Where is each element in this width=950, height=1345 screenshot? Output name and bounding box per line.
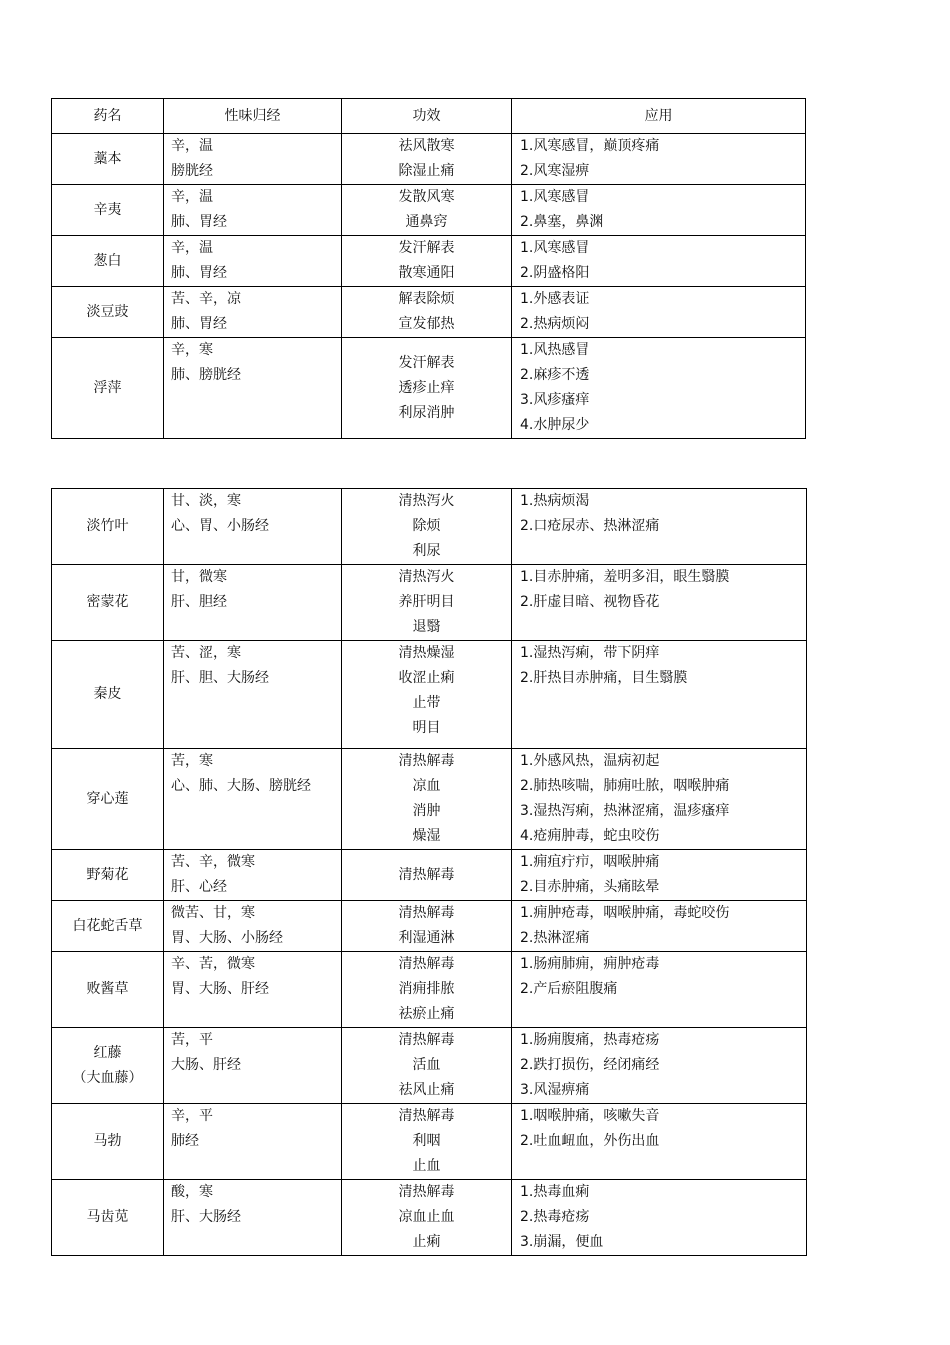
herb-effect <box>342 489 512 565</box>
herb-application <box>512 185 806 236</box>
herb-application <box>512 489 807 565</box>
herb-effect <box>342 952 512 1028</box>
column-header: 功效 <box>342 99 512 134</box>
herb-property-line: 肺、胃经 <box>171 214 227 230</box>
herb-effect <box>342 901 512 952</box>
herb-effect-line: 凉血止血 <box>398 1209 455 1225</box>
herb-effect <box>342 749 512 850</box>
column-header: 性味归经 <box>164 99 342 134</box>
herb-effect-line: 收涩止痢 <box>398 670 455 686</box>
herb-application-line: 1.风寒感冒 <box>520 240 590 256</box>
herb-application <box>512 901 807 952</box>
herb-application-line: 2.热毒疮疡 <box>520 1209 590 1225</box>
herb-property-line: 膀胱经 <box>171 163 213 179</box>
herb-name <box>52 641 164 749</box>
herb-name-line: 淡豆豉 <box>86 303 129 320</box>
herb-application-line: 1.风寒感冒，巅顶疼痛 <box>520 138 660 154</box>
herb-application <box>512 338 806 439</box>
herb-application-line: 3.湿热泻痢，热淋涩痛，温疹瘙痒 <box>520 803 730 819</box>
herb-application <box>512 236 806 287</box>
table-row <box>52 1104 807 1180</box>
herb-property-line: 大肠、肝经 <box>171 1057 241 1073</box>
table-row <box>52 749 807 850</box>
table-row <box>52 850 807 901</box>
herb-application-line: 2.口疮尿赤、热淋涩痛 <box>520 518 660 534</box>
herb-application-line: 1.肠痈肺痈，痈肿疮毒 <box>520 956 660 972</box>
herb-name <box>52 901 164 952</box>
herb-application-line: 1.热病烦渴 <box>520 493 590 509</box>
header-row <box>52 99 806 134</box>
herb-name-line: 白花蛇舌草 <box>72 917 143 934</box>
herb-property <box>164 901 342 952</box>
herb-name <box>52 952 164 1028</box>
herb-application-line: 2.热病烦闷 <box>520 316 590 332</box>
table-row <box>52 287 806 338</box>
herb-application-line: 2.麻疹不透 <box>520 367 590 383</box>
herb-property-line: 酸，寒 <box>171 1184 213 1200</box>
herb-name <box>52 134 164 185</box>
herb-name-line: （大血藤） <box>72 1069 143 1086</box>
herb-application-line: 2.肝热目赤肿痛，目生翳膜 <box>520 670 688 686</box>
herb-effect-line: 清热解毒 <box>398 1108 455 1124</box>
herb-property-line: 辛，温 <box>171 240 213 256</box>
herb-effect <box>342 1028 512 1104</box>
herb-name-line: 红藤 <box>93 1044 122 1061</box>
herb-application-line: 1.外感表证 <box>520 291 590 307</box>
herb-property <box>164 338 342 439</box>
herb-application-line: 1.痈疽疔疖，咽喉肿痛 <box>520 854 660 870</box>
herb-effect-line: 活血 <box>412 1057 441 1073</box>
herb-property-line: 肝、心经 <box>171 879 227 895</box>
herb-application-line: 2.鼻塞，鼻渊 <box>520 214 604 230</box>
table-row <box>52 134 806 185</box>
herb-name-line: 穿心莲 <box>86 790 129 807</box>
herb-name-line: 马齿苋 <box>86 1209 129 1225</box>
table-row <box>52 565 807 641</box>
herb-effect-line: 清热解毒 <box>398 866 455 883</box>
herb-name <box>52 1180 164 1256</box>
herb-effect <box>342 338 512 439</box>
table-row <box>52 641 807 749</box>
herb-application-line: 2.肺热咳喘，肺痈吐脓，咽喉肿痛 <box>520 778 730 794</box>
herb-application-line: 4.疮痈肿毒，蛇虫咬伤 <box>520 828 660 844</box>
herb-name-line: 藁本 <box>93 150 122 167</box>
herb-name-line: 野菊花 <box>86 866 129 883</box>
herb-property-line: 心、肺、大肠、膀胱经 <box>171 778 311 794</box>
table-row <box>52 1180 807 1256</box>
herb-effect-line: 除湿止痛 <box>398 163 455 179</box>
herb-property-line: 肺经 <box>171 1133 199 1149</box>
herb-name-line: 秦皮 <box>93 686 122 702</box>
table-row <box>52 952 807 1028</box>
herb-application-line: 2.吐血衄血，外伤出血 <box>520 1133 660 1149</box>
herb-property-line: 肺、胃经 <box>171 265 227 281</box>
herb-effect-line: 祛风散寒 <box>398 138 455 154</box>
herb-application-line: 1.热毒血痢 <box>520 1184 590 1200</box>
herb-property <box>164 134 342 185</box>
herb-property-line: 微苦、甘，寒 <box>171 905 255 921</box>
herb-application <box>512 1104 807 1180</box>
table-row <box>52 338 806 439</box>
table-row <box>52 1028 807 1104</box>
herb-effect-line: 退翳 <box>412 619 441 635</box>
herb-name <box>52 185 164 236</box>
herb-property-line: 胃、大肠、小肠经 <box>171 930 283 946</box>
herb-effect-line: 发汗解表 <box>398 240 455 256</box>
herb-effect-line: 通鼻窍 <box>405 214 448 230</box>
table-row <box>52 236 806 287</box>
herb-name <box>52 1028 164 1104</box>
herb-name-line: 葱白 <box>93 252 122 269</box>
herb-application-line: 4.水肿尿少 <box>520 417 590 433</box>
herb-property <box>164 850 342 901</box>
herb-property <box>164 236 342 287</box>
herb-property-line: 甘，微寒 <box>171 569 227 585</box>
herb-property-line: 辛，平 <box>171 1108 213 1124</box>
herb-property <box>164 952 342 1028</box>
herb-property-line: 苦，寒 <box>171 753 213 769</box>
herb-effect <box>342 287 512 338</box>
herb-effect-line: 清热泻火 <box>398 493 455 509</box>
herb-name-line: 浮萍 <box>93 379 122 396</box>
herb-effect-line: 发散风寒 <box>398 189 455 205</box>
herb-property-line: 苦、辛，凉 <box>171 291 241 307</box>
herb-application-line: 2.肝虚目暗、视物昏花 <box>520 594 660 610</box>
herb-effect-line: 透疹止痒 <box>398 379 455 396</box>
herb-application-line: 1.目赤肿痛，羞明多泪，眼生翳膜 <box>520 569 730 585</box>
herb-application-line: 1.肠痈腹痛，热毒疮疡 <box>520 1032 660 1048</box>
herb-property-line: 肝、胆、大肠经 <box>171 670 269 686</box>
herb-effect-line: 清热解毒 <box>398 753 455 769</box>
herb-application-line: 3.崩漏，便血 <box>520 1234 604 1250</box>
herb-property <box>164 489 342 565</box>
herb-effect-line: 利咽 <box>412 1133 441 1149</box>
herb-application-line: 2.产后瘀阻腹痛 <box>520 981 618 997</box>
herb-name-line: 辛夷 <box>93 201 122 218</box>
herb-effect-line: 止痢 <box>412 1234 441 1250</box>
herb-effect-line: 消痈排脓 <box>398 981 455 997</box>
herb-property-line: 苦、涩，寒 <box>171 645 241 661</box>
herb-effect-line: 清热泻火 <box>398 569 455 585</box>
herb-property <box>164 565 342 641</box>
herb-effect-line: 凉血 <box>412 778 441 794</box>
herb-application <box>512 850 807 901</box>
herb-effect <box>342 236 512 287</box>
herb-effect-line: 燥湿 <box>412 828 441 844</box>
herb-property-line: 肝、胆经 <box>171 594 227 610</box>
herb-effect <box>342 641 512 749</box>
herb-table-1 <box>51 98 806 439</box>
herb-effect-line: 清热解毒 <box>398 1032 455 1048</box>
herb-application <box>512 749 807 850</box>
herb-effect-line: 散寒通阳 <box>398 265 455 281</box>
herb-name <box>52 489 164 565</box>
herb-name <box>52 338 164 439</box>
herb-name <box>52 850 164 901</box>
herb-name-line: 败酱草 <box>86 981 129 997</box>
herb-application-line: 1.痈肿疮毒，咽喉肿痛，毒蛇咬伤 <box>520 905 730 921</box>
herb-property-line: 辛，温 <box>171 189 213 205</box>
herb-effect <box>342 134 512 185</box>
herb-property <box>164 287 342 338</box>
herb-property-line: 肺、胃经 <box>171 316 227 332</box>
herb-effect-line: 祛瘀止痛 <box>398 1006 455 1022</box>
herb-name-line: 淡竹叶 <box>86 518 129 534</box>
herb-property-line: 辛，寒 <box>171 342 213 358</box>
herb-effect <box>342 565 512 641</box>
herb-property-line: 心、胃、小肠经 <box>171 518 269 534</box>
herb-application-line: 2.目赤肿痛，头痛眩晕 <box>520 879 660 895</box>
herb-effect-line: 消肿 <box>412 803 441 819</box>
herb-name <box>52 236 164 287</box>
herb-application-line: 1.外感风热，温病初起 <box>520 753 660 769</box>
herb-application <box>512 287 806 338</box>
herb-application-line: 1.咽喉肿痛，咳嗽失音 <box>520 1108 660 1124</box>
herb-effect-line: 清热解毒 <box>398 905 455 921</box>
herb-application <box>512 565 807 641</box>
herb-application-line: 2.风寒湿痹 <box>520 163 590 179</box>
column-header: 药名 <box>52 99 164 134</box>
herb-effect-line: 清热解毒 <box>398 956 455 972</box>
herb-effect <box>342 1104 512 1180</box>
herb-application-line: 3.风湿痹痛 <box>520 1082 590 1098</box>
herb-application-line: 2.跌打损伤，经闭痛经 <box>520 1057 660 1073</box>
herb-property-line: 辛、苦，微寒 <box>171 956 255 972</box>
herb-application-line: 1.风热感冒 <box>520 342 590 358</box>
herb-effect <box>342 185 512 236</box>
herb-effect-line: 发汗解表 <box>398 354 455 371</box>
herb-name <box>52 565 164 641</box>
herb-effect-line: 利尿消肿 <box>398 404 455 421</box>
herb-effect-line: 清热燥湿 <box>398 645 455 661</box>
table-row <box>52 901 807 952</box>
herb-effect-line: 解表除烦 <box>398 291 455 307</box>
herb-application <box>512 1180 807 1256</box>
herb-application <box>512 1028 807 1104</box>
herb-name <box>52 287 164 338</box>
herb-application-line: 2.阴盛格阳 <box>520 265 590 281</box>
herb-name <box>52 749 164 850</box>
herb-effect-line: 利尿 <box>412 543 441 559</box>
herb-name-line: 密蒙花 <box>86 594 129 610</box>
herb-application <box>512 641 807 749</box>
herb-property-line: 肺、膀胱经 <box>171 367 241 383</box>
herb-effect-line: 明目 <box>412 720 441 736</box>
herb-name-line: 马勃 <box>93 1133 122 1149</box>
herb-effect-line: 止带 <box>412 695 441 711</box>
table-row <box>52 489 807 565</box>
herb-table-2 <box>51 488 807 1256</box>
herb-effect <box>342 1180 512 1256</box>
herb-application <box>512 952 807 1028</box>
herb-property-line: 甘、淡，寒 <box>171 493 241 509</box>
herb-effect-line: 宣发郁热 <box>398 316 455 332</box>
herb-property <box>164 749 342 850</box>
herb-property-line: 苦、辛，微寒 <box>171 854 255 870</box>
herb-property-line: 辛，温 <box>171 138 213 154</box>
herb-name <box>52 1104 164 1180</box>
herb-effect-line: 祛风止痛 <box>398 1082 455 1098</box>
herb-effect-line: 养肝明目 <box>398 594 455 610</box>
herb-property <box>164 641 342 749</box>
herb-property-line: 苦，平 <box>171 1032 213 1048</box>
column-header: 应用 <box>512 99 806 134</box>
herb-property <box>164 1104 342 1180</box>
herb-property <box>164 1180 342 1256</box>
herb-effect-line: 除烦 <box>412 518 441 534</box>
herb-application-line: 1.湿热泻痢，带下阴痒 <box>520 645 660 661</box>
herb-property-line: 胃、大肠、肝经 <box>171 981 269 997</box>
herb-application <box>512 134 806 185</box>
herb-application-line: 2.热淋涩痛 <box>520 930 590 946</box>
herb-effect-line: 止血 <box>412 1158 441 1174</box>
herb-application-line: 3.风疹瘙痒 <box>520 392 590 408</box>
herb-property-line: 肝、大肠经 <box>171 1209 241 1225</box>
herb-property <box>164 1028 342 1104</box>
herb-effect-line: 利湿通淋 <box>398 930 455 946</box>
herb-property <box>164 185 342 236</box>
herb-effect <box>342 850 512 901</box>
table-row <box>52 185 806 236</box>
herb-application-line: 1.风寒感冒 <box>520 189 590 205</box>
herb-effect-line: 清热解毒 <box>398 1184 455 1200</box>
